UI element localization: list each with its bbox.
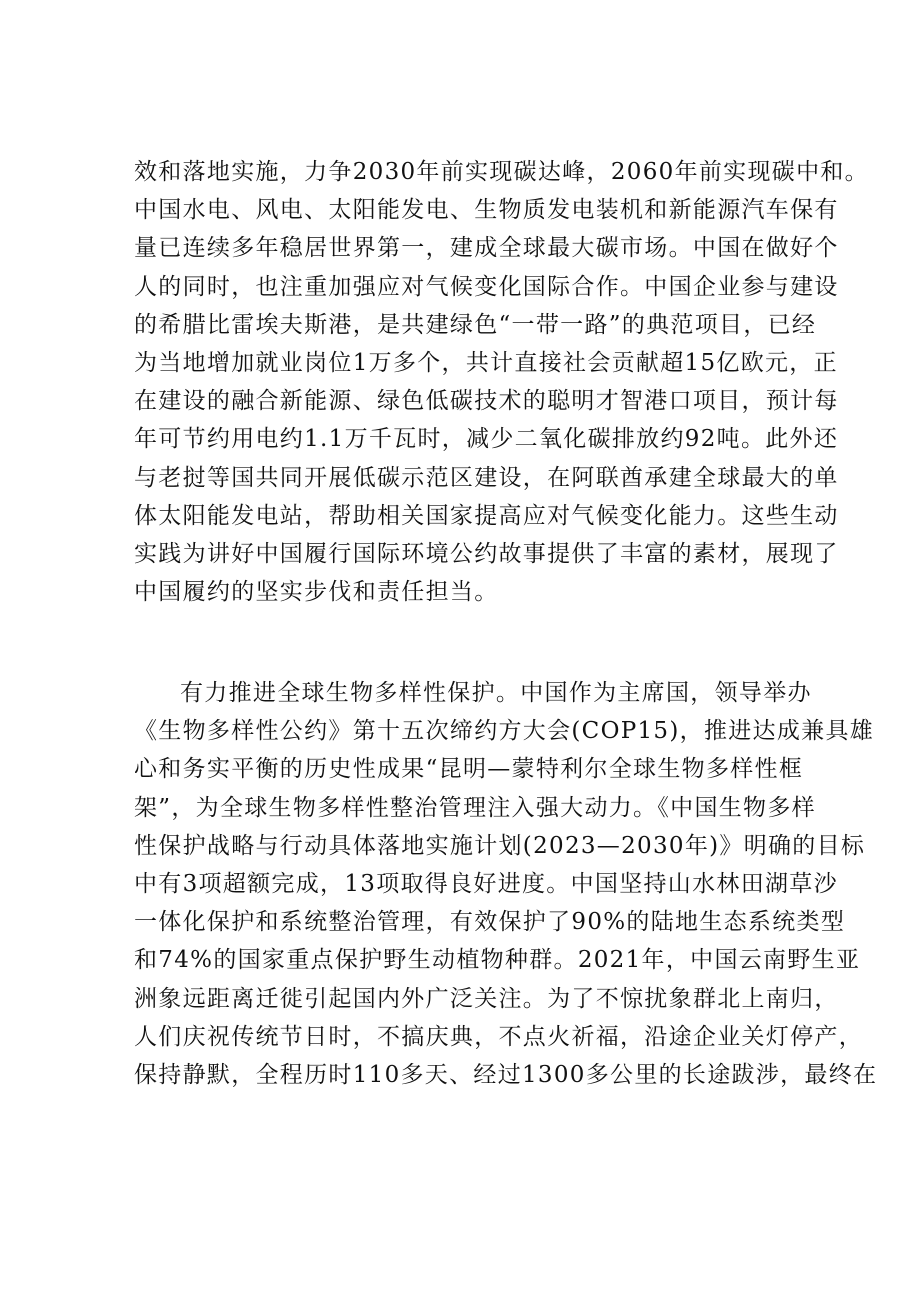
text-line: 《生物多样性公约》第十五次缔约方大会(COP15)，推进达成兼具雄: [134, 718, 875, 745]
text-line: 一体化保护和系统整治管理，有效保护了90%的陆地生态系统类型: [134, 909, 846, 936]
text-line: 中有3项超额完成，13项取得良好进度。中国坚持山水林田湖草沙: [134, 870, 838, 897]
text-line: 性保护战略与行动具体落地实施计划(2023—2030年)》明确的目标: [134, 832, 866, 859]
text-line: 洲象远距离迁徙引起国内外广泛关注。为了不惊扰象群北上南归，: [134, 985, 839, 1012]
text-line: 人的同时，也注重加强应对气候变化国际合作。中国企业参与建设: [134, 273, 839, 300]
text-line-indented: 有力推进全球生物多样性保护。中国作为主席国，领导举办: [180, 680, 812, 706]
text-line: 年可节约用电约1.1万千瓦时，减少二氧化碳排放约92吨。此外还: [134, 426, 839, 453]
text-line: 的希腊比雷埃夫斯港，是共建绿色“一带一路”的典范项目，已经: [134, 311, 817, 338]
text-line: 心和务实平衡的历史性成果“昆明—蒙特利尔全球生物多样性框: [134, 756, 804, 783]
text-line: 人们庆祝传统节日时，不搞庆典，不点火祈福，沿途企业关灯停产，: [134, 1023, 863, 1050]
text-line: 中国水电、风电、太阳能发电、生物质发电装机和新能源汽车保有: [134, 197, 839, 224]
text-line: 保持静默，全程历时110多天、经过1300多公里的长途跋涉，最终在: [134, 1061, 878, 1088]
paragraph-climate-cooperation: [134, 153, 869, 611]
text-line: 量已连续多年稳居世界第一，建成全球最大碳市场。中国在做好个: [134, 235, 839, 262]
text-line: 中国履约的坚实步伐和责任担当。: [134, 579, 499, 606]
text-line: 与老挝等国共同开展低碳示范区建设，在阿联酋承建全球最大的单: [134, 464, 839, 491]
text-line: 体太阳能发电站，帮助相关国家提高应对气候变化能力。这些生动: [134, 502, 839, 529]
text-line: 架”，为全球生物多样性整治管理注入强大动力。《中国生物多样: [134, 794, 816, 821]
text-line: 在建设的融合新能源、绿色低碳技术的聪明才智港口项目，预计每: [134, 388, 839, 415]
paragraph-biodiversity-protection: [134, 674, 878, 1094]
text-line: 效和落地实施，力争2030年前实现碳达峰，2060年前实现碳中和。: [134, 159, 869, 185]
text-line: 实践为讲好中国履行国际环境公约故事提供了丰富的素材，展现了: [134, 540, 839, 567]
text-line: 和74%的国家重点保护野生动植物种群。2021年，中国云南野生亚: [134, 947, 861, 974]
text-line: 为当地增加就业岗位1万多个，共计直接社会贡献超15亿欧元，正: [134, 349, 838, 376]
